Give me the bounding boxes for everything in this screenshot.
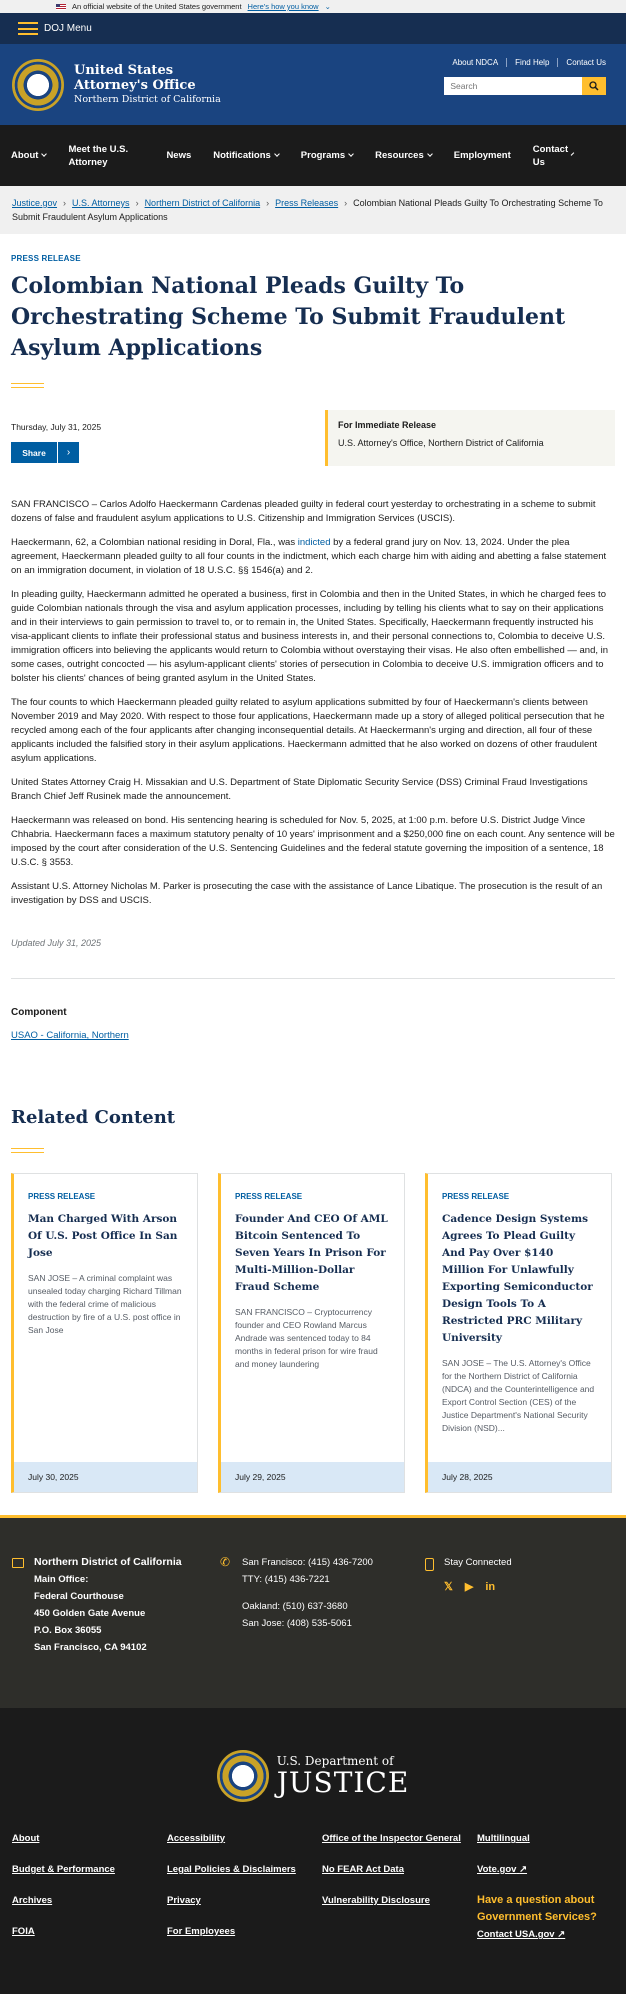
doj-menu-label: DOJ Menu	[44, 23, 92, 34]
stay-connected-label: Stay Connected	[444, 1557, 512, 1568]
nav-about-label: About	[11, 150, 39, 161]
nav-about[interactable]	[0, 149, 57, 162]
card-kicker: PRESS RELEASE	[442, 1192, 510, 1201]
page-title: Colombian National Pleads Guilty To Orchestrating Scheme To Submit Fraudulent Asylum Applications	[11, 273, 566, 361]
chevron-right-icon: ›	[63, 198, 67, 208]
share-button[interactable]	[11, 442, 81, 463]
external-link-icon: ↗	[519, 1864, 528, 1875]
phone-sanjose[interactable]: San Jose: (408) 535-5061	[242, 1618, 352, 1629]
mail-icon	[12, 1558, 24, 1568]
doj-logo-line2: JUSTICE	[276, 1766, 410, 1799]
chevron-right-icon: ›	[135, 198, 139, 208]
release-office: U.S. Attorney's Office, Northern District of California	[338, 438, 544, 448]
footer-link-budget[interactable]: Budget & Performance	[12, 1864, 115, 1875]
paragraph-1: SAN FRANCISCO – Carlos Adolfo Haeckermann Cardenas pleaded guilty in federal court yesterday to orchestrating in a scheme to submit dozens of false and fraudulent asylum applications to U.S. Citizenship and Immigration Services (USCIS).	[11, 499, 596, 524]
card-date: July 28, 2025	[428, 1462, 611, 1492]
footer-social	[425, 1554, 512, 1708]
updated-date: Updated July 31, 2025	[11, 938, 102, 948]
footer-link-accessibility[interactable]: Accessibility	[167, 1833, 226, 1844]
question-heading: Have a question about Government Services?	[477, 1894, 597, 1923]
search-button[interactable]	[582, 77, 606, 95]
search-icon	[589, 81, 599, 91]
utility-area	[444, 58, 614, 95]
share-label: Share	[11, 442, 57, 463]
paragraph-2	[11, 536, 615, 578]
nav-resources[interactable]	[364, 149, 443, 162]
youtube-icon[interactable]: ▶	[464, 1581, 474, 1593]
doj-menu-button[interactable]	[0, 13, 626, 44]
heres-how-you-know-link[interactable]: Here's how you know	[247, 2, 319, 11]
footer-link-vulnerability[interactable]: Vulnerability Disclosure	[322, 1895, 430, 1906]
contact-us-link[interactable]: Contact Us	[557, 58, 614, 67]
divider	[11, 978, 615, 979]
footer-link-about[interactable]: About	[12, 1833, 40, 1844]
footer-link-privacy[interactable]: Privacy	[167, 1895, 201, 1906]
nav-employment-label: Employment	[453, 150, 511, 161]
search-form	[444, 77, 614, 95]
gov-banner-text: An official website of the United States government	[72, 2, 242, 11]
doj-logo[interactable]	[0, 1750, 626, 1802]
nav-programs[interactable]	[290, 149, 364, 162]
related-cards	[11, 1173, 615, 1493]
nav-meet-label: Meet the U.S. Attorney	[68, 143, 129, 168]
doj-seal	[217, 1750, 269, 1802]
address-line: Main Office:	[34, 1574, 89, 1585]
office-name-line1: United States	[74, 62, 174, 78]
paragraph-2-a: Haeckermann, 62, a Colombian national residing in Doral, Fla., was	[11, 537, 298, 548]
card-title[interactable]: Founder And CEO Of AML Bitcoin Sentenced To Seven Years In Prison For Multi-Million-Dollar Fraud Scheme	[235, 1213, 388, 1293]
site-header	[0, 44, 626, 125]
paragraph-2-b: by a federal grand jury on Nov. 13, 2024. Under the plea agreement, Haeckermann pleaded guilty to all four counts in the indictment, which each charge him with aiding and abetting a false statement on an immigration document, in violation of 18 U.S.C. §§ 1546(a) and 2.	[11, 537, 607, 576]
main-navigation	[0, 125, 626, 186]
footer-link-multilingual[interactable]: Multilingual	[477, 1833, 530, 1844]
nav-programs-label: Programs	[300, 150, 346, 161]
address-line: P.O. Box 36055	[34, 1625, 102, 1636]
contact-usa-label: Contact USA.gov	[477, 1929, 555, 1940]
address-line: Federal Courthouse	[34, 1591, 124, 1602]
nav-employment[interactable]	[443, 149, 522, 162]
chevron-down-icon	[42, 151, 48, 157]
paragraph-7: Assistant U.S. Attorney Nicholas M. Parker is prosecuting the case with the assistance of Lance Libatique. The prosecution is the result of an investigation by DSS and USCIS.	[11, 881, 603, 906]
paragraph-4: The four counts to which Haeckermann pleaded guilty related to asylum applications submitted by four of Haeckermann's clients between November 2019 and May 2020. With respect to those four applications, Haeckermann made up a story of alleged political persecution that he recycled among each of the four applicants after changing inconsequential details. At Haeckermann's urging and direction, all four of these applicants included the falsified story in their asylum applications. Haeckermann admitted that he also worked on dozens of other fraudulent asylum applications.	[11, 697, 605, 764]
release-label: For Immediate Release	[338, 420, 437, 430]
breadcrumb-us-attorneys[interactable]: U.S. Attorneys	[72, 198, 130, 208]
article-date: Thursday, July 31, 2025	[11, 422, 102, 432]
article-body	[11, 498, 615, 908]
find-help-link[interactable]: Find Help	[506, 58, 557, 67]
article-meta	[11, 410, 615, 466]
title-divider	[11, 383, 44, 388]
mobile-icon	[425, 1558, 434, 1571]
breadcrumb	[0, 186, 626, 234]
main-content	[0, 254, 626, 1493]
address-line: 450 Golden Gate Avenue	[34, 1608, 146, 1619]
phone-icon: ✆	[220, 1555, 231, 1569]
card-kicker: PRESS RELEASE	[235, 1192, 303, 1201]
chevron-down-icon	[274, 151, 280, 157]
office-footer	[0, 1515, 626, 1708]
related-divider	[11, 1148, 44, 1153]
breadcrumb-justice-gov[interactable]: Justice.gov	[12, 198, 58, 208]
card-title[interactable]: Cadence Design Systems Agrees To Plead Guilty And Pay Over $140 Million For Unlawfully Exporting Semiconductor Design Tools To A Restricted PRC Military University	[442, 1213, 593, 1344]
related-card[interactable]	[425, 1173, 612, 1493]
related-card[interactable]	[218, 1173, 405, 1493]
address-line: San Francisco, CA 94102	[34, 1642, 147, 1653]
footer-link-vote[interactable]	[477, 1861, 612, 1878]
footer-link-employees[interactable]: For Employees	[167, 1926, 236, 1937]
breadcrumb-press-releases[interactable]: Press Releases	[275, 198, 339, 208]
breadcrumb-current: Colombian National Pleads Guilty To Orchestrating Scheme To Submit Fraudulent Asylum Applications	[12, 198, 603, 222]
card-date: July 29, 2025	[221, 1462, 404, 1492]
paragraph-5: United States Attorney Craig H. Missakian and U.S. Department of State Diplomatic Security Service (DSS) Criminal Fraud Investigations Branch Chief Jeff Rusinek made the announcement.	[11, 777, 588, 802]
related-content-heading: Related Content	[11, 1107, 176, 1128]
hamburger-icon	[18, 22, 38, 35]
us-flag-icon	[56, 4, 66, 10]
card-date: July 30, 2025	[14, 1462, 197, 1492]
about-ndca-link[interactable]: About NDCA	[452, 58, 499, 67]
office-name-line3: Northern District of California	[74, 93, 221, 105]
release-box	[325, 410, 615, 466]
paragraph-6: Haeckermann was released on bond. His sentencing hearing is scheduled for Nov. 5, 2025, at 1:00 p.m. before U.S. District Judge Vince Chhabria. Haeckermann faces a maximum statutory penalty of 10 years' imprisonment and a $250,000 fine on each count. Any sentence will be imposed by the court after consideration of the U.S. Sentencing Guidelines and the federal statute governing the imposition of a sentence, 18 U.S.C. § 3553.	[11, 815, 615, 868]
nav-contact-label: Contact Us	[532, 143, 569, 168]
card-title[interactable]: Man Charged With Arson Of U.S. Post Office In San Jose	[28, 1213, 178, 1259]
footer-link-oig[interactable]: Office of the Inspector General	[322, 1833, 461, 1844]
nav-resources-label: Resources	[375, 150, 424, 161]
chevron-down-icon	[348, 151, 354, 157]
chevron-down-icon	[427, 151, 433, 157]
chevron-right-icon: ›	[266, 198, 270, 208]
footer-link-nofear[interactable]: No FEAR Act Data	[322, 1864, 404, 1875]
x-icon[interactable]: 𝕏	[444, 1581, 453, 1593]
component-heading: Component	[11, 1007, 67, 1018]
nav-news[interactable]	[155, 149, 202, 162]
doj-footer	[0, 1708, 626, 1994]
nav-meet-us-attorney[interactable]	[57, 143, 155, 169]
linkedin-icon[interactable]: in	[485, 1581, 496, 1593]
nav-news-label: News	[166, 150, 192, 161]
footer-office-name: Northern District of California	[34, 1556, 182, 1568]
phone-oakland[interactable]: Oakland: (510) 637-3680	[242, 1601, 348, 1612]
vote-label: Vote.gov	[477, 1864, 517, 1875]
paragraph-3: In pleading guilty, Haeckermann admitted he operated a business, first in Colombia and then in the United States, in which he charged fees to guide Colombian nationals through the visa and asylum application processes, including by telling his clients what to say on their applications and in their interviews to gain permission to travel to, or to remain in, the United States. Specifically, Haeckermann frequently instructed his visa-applicant clients to inflate their professional status and business interests in, and their personal connections to, Colombia to deceive U.S. immigration officers into believing the applicants would return to Colombia without overstaying their visas. He also often embellished — and, in some cases, outright concocted — his asylum-applicant clients' stories of persecution in Colombia to deceive U.S. immigration officers and to bolster his clients' chances of being granted asylum in the United States.	[11, 589, 609, 684]
nav-notifications-label: Notifications	[213, 150, 271, 161]
gov-banner	[0, 0, 626, 13]
contact-usa-gov-link[interactable]	[477, 1929, 565, 1940]
chevron-right-icon: ›	[57, 442, 79, 463]
chevron-right-icon: ›	[344, 198, 348, 208]
component-link[interactable]: USAO - California, Northern	[11, 1030, 129, 1041]
nav-notifications[interactable]	[202, 149, 290, 162]
chevron-down-icon	[571, 152, 575, 156]
card-description: SAN FRANCISCO – Cryptocurrency founder and CEO Rowland Marcus Andrade was sentenced today to 84 months in federal prison for wire fraud and money laundering	[235, 1307, 378, 1369]
external-link-icon: ↗	[557, 1929, 566, 1940]
breadcrumb-ndca[interactable]: Northern District of California	[144, 198, 261, 208]
office-name[interactable]	[74, 63, 221, 107]
related-card[interactable]	[11, 1173, 198, 1493]
footer-link-legal[interactable]: Legal Policies & Disclaimers	[167, 1864, 296, 1875]
card-description: SAN JOSE – The U.S. Attorney's Office for the Northern District of California (NDCA) and the Counterintelligence and Export Control Section (CES) of the Justice Department's National Security Division (NSD)...	[442, 1358, 595, 1433]
nav-contact-us[interactable]	[522, 143, 572, 169]
card-kicker: PRESS RELEASE	[28, 1192, 96, 1201]
footer-links	[0, 1802, 626, 1943]
footer-address	[12, 1554, 220, 1708]
footer-link-foia[interactable]: FOIA	[12, 1926, 35, 1937]
phone-tty[interactable]: TTY: (415) 436-7221	[242, 1574, 330, 1585]
card-description: SAN JOSE – A criminal complaint was unsealed today charging Richard Tillman with the federal crime of malicious destruction by fire of a U.S. post office in San Jose	[28, 1273, 182, 1335]
article-kicker: PRESS RELEASE	[11, 254, 81, 263]
chevron-down-icon: ⌄	[324, 2, 331, 11]
utility-links	[444, 58, 614, 67]
office-name-line2: Attorney's Office	[74, 77, 196, 93]
footer-link-archives[interactable]: Archives	[12, 1895, 53, 1906]
search-input[interactable]	[444, 77, 582, 95]
usao-seal-logo[interactable]	[12, 59, 64, 111]
indicted-link[interactable]: indicted	[297, 537, 331, 548]
phone-sf[interactable]: San Francisco: (415) 436-7200	[242, 1557, 373, 1568]
footer-phones	[220, 1554, 425, 1708]
doj-logo-line1: U.S. Department of	[276, 1754, 394, 1768]
